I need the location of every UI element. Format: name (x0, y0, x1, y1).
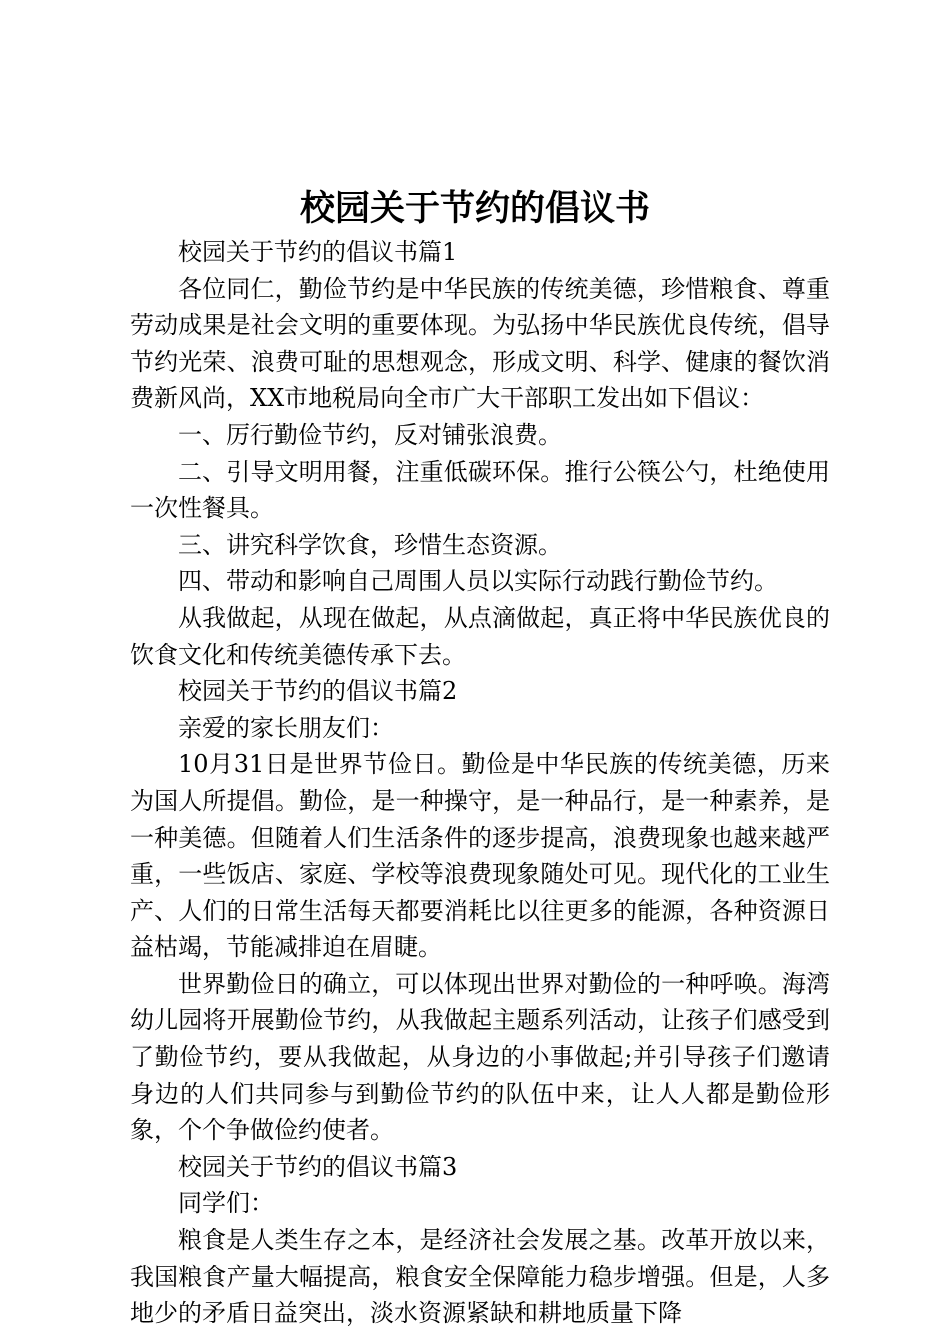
document-body (130, 234, 830, 1332)
paragraph: 从我做起，从现在做起，从点滴做起，真正将中华民族优良的饮食文化和传统美德传承下去。 (130, 603, 830, 669)
proposal-item-3: 三、讲究科学饮食，珍惜生态资源。 (178, 530, 562, 559)
paragraph: 各位同仁，勤俭节约是中华民族的传统美德，珍惜粮食、尊重劳动成果是社会文明的重要体现。为弘扬中华民族优良传统，倡导节约光荣、浪费可耻的思想观念，形成文明、科学、健康的餐饮消费新风尚，XX市地税局向全市广大干部职工发出如下倡议： (130, 274, 830, 413)
document-title: 校园关于节约的倡议书 (299, 188, 650, 229)
salutation: 亲爱的家长朋友们： (178, 713, 394, 742)
paragraph: 10月31日是世界节俭日。勤俭是中华民族的传统美德，历来为国人所提倡。勤俭，是一种操守，是一种品行，是一种素养，是一种美德。但随着人们生活条件的逐步提高，浪费现象也越来越严重，一些饭店、家庭、学校等浪费现象随处可见。现代化的工业生产、人们的日常生活每天都要消耗比以往更多的能源，各种资源日益枯竭，节能减排迫在眉睫。 (130, 750, 830, 962)
proposal-item-2: 二、引导文明用餐，注重低碳环保。推行公筷公勺，杜绝使用一次性餐具。 (130, 457, 830, 523)
salutation: 同学们： (178, 1189, 274, 1218)
section-heading-2: 校园关于节约的倡议书篇2 (178, 677, 458, 706)
section-heading-1: 校园关于节约的倡议书篇1 (178, 238, 458, 266)
proposal-item-4: 四、带动和影响自己周围人员以实际行动践行勤俭节约。 (178, 567, 778, 596)
paragraph: 粮食是人类生存之本，是经济社会发展之基。改革开放以来，我国粮食产量大幅提高，粮食安全保障能力稳步增强。但是，人多地少的矛盾日益突出，淡水资源紧缺和耕地质量下降 (130, 1226, 830, 1328)
proposal-item-1: 一、厉行勤俭节约，反对铺张浪费。 (178, 420, 562, 449)
paragraph: 世界勤俭日的确立，可以体现出世界对勤俭的一种呼唤。海湾幼儿园将开展勤俭节约，从我做起主题系列活动，让孩子们感受到了勤俭节约，要从我做起，从身边的小事做起;并引导孩子们邀请身边的人们共同参与到勤俭节约的队伍中来，让人人都是勤俭形象，个个争做俭约使者。 (130, 969, 830, 1145)
section-heading-3: 校园关于节约的倡议书篇3 (178, 1152, 458, 1181)
